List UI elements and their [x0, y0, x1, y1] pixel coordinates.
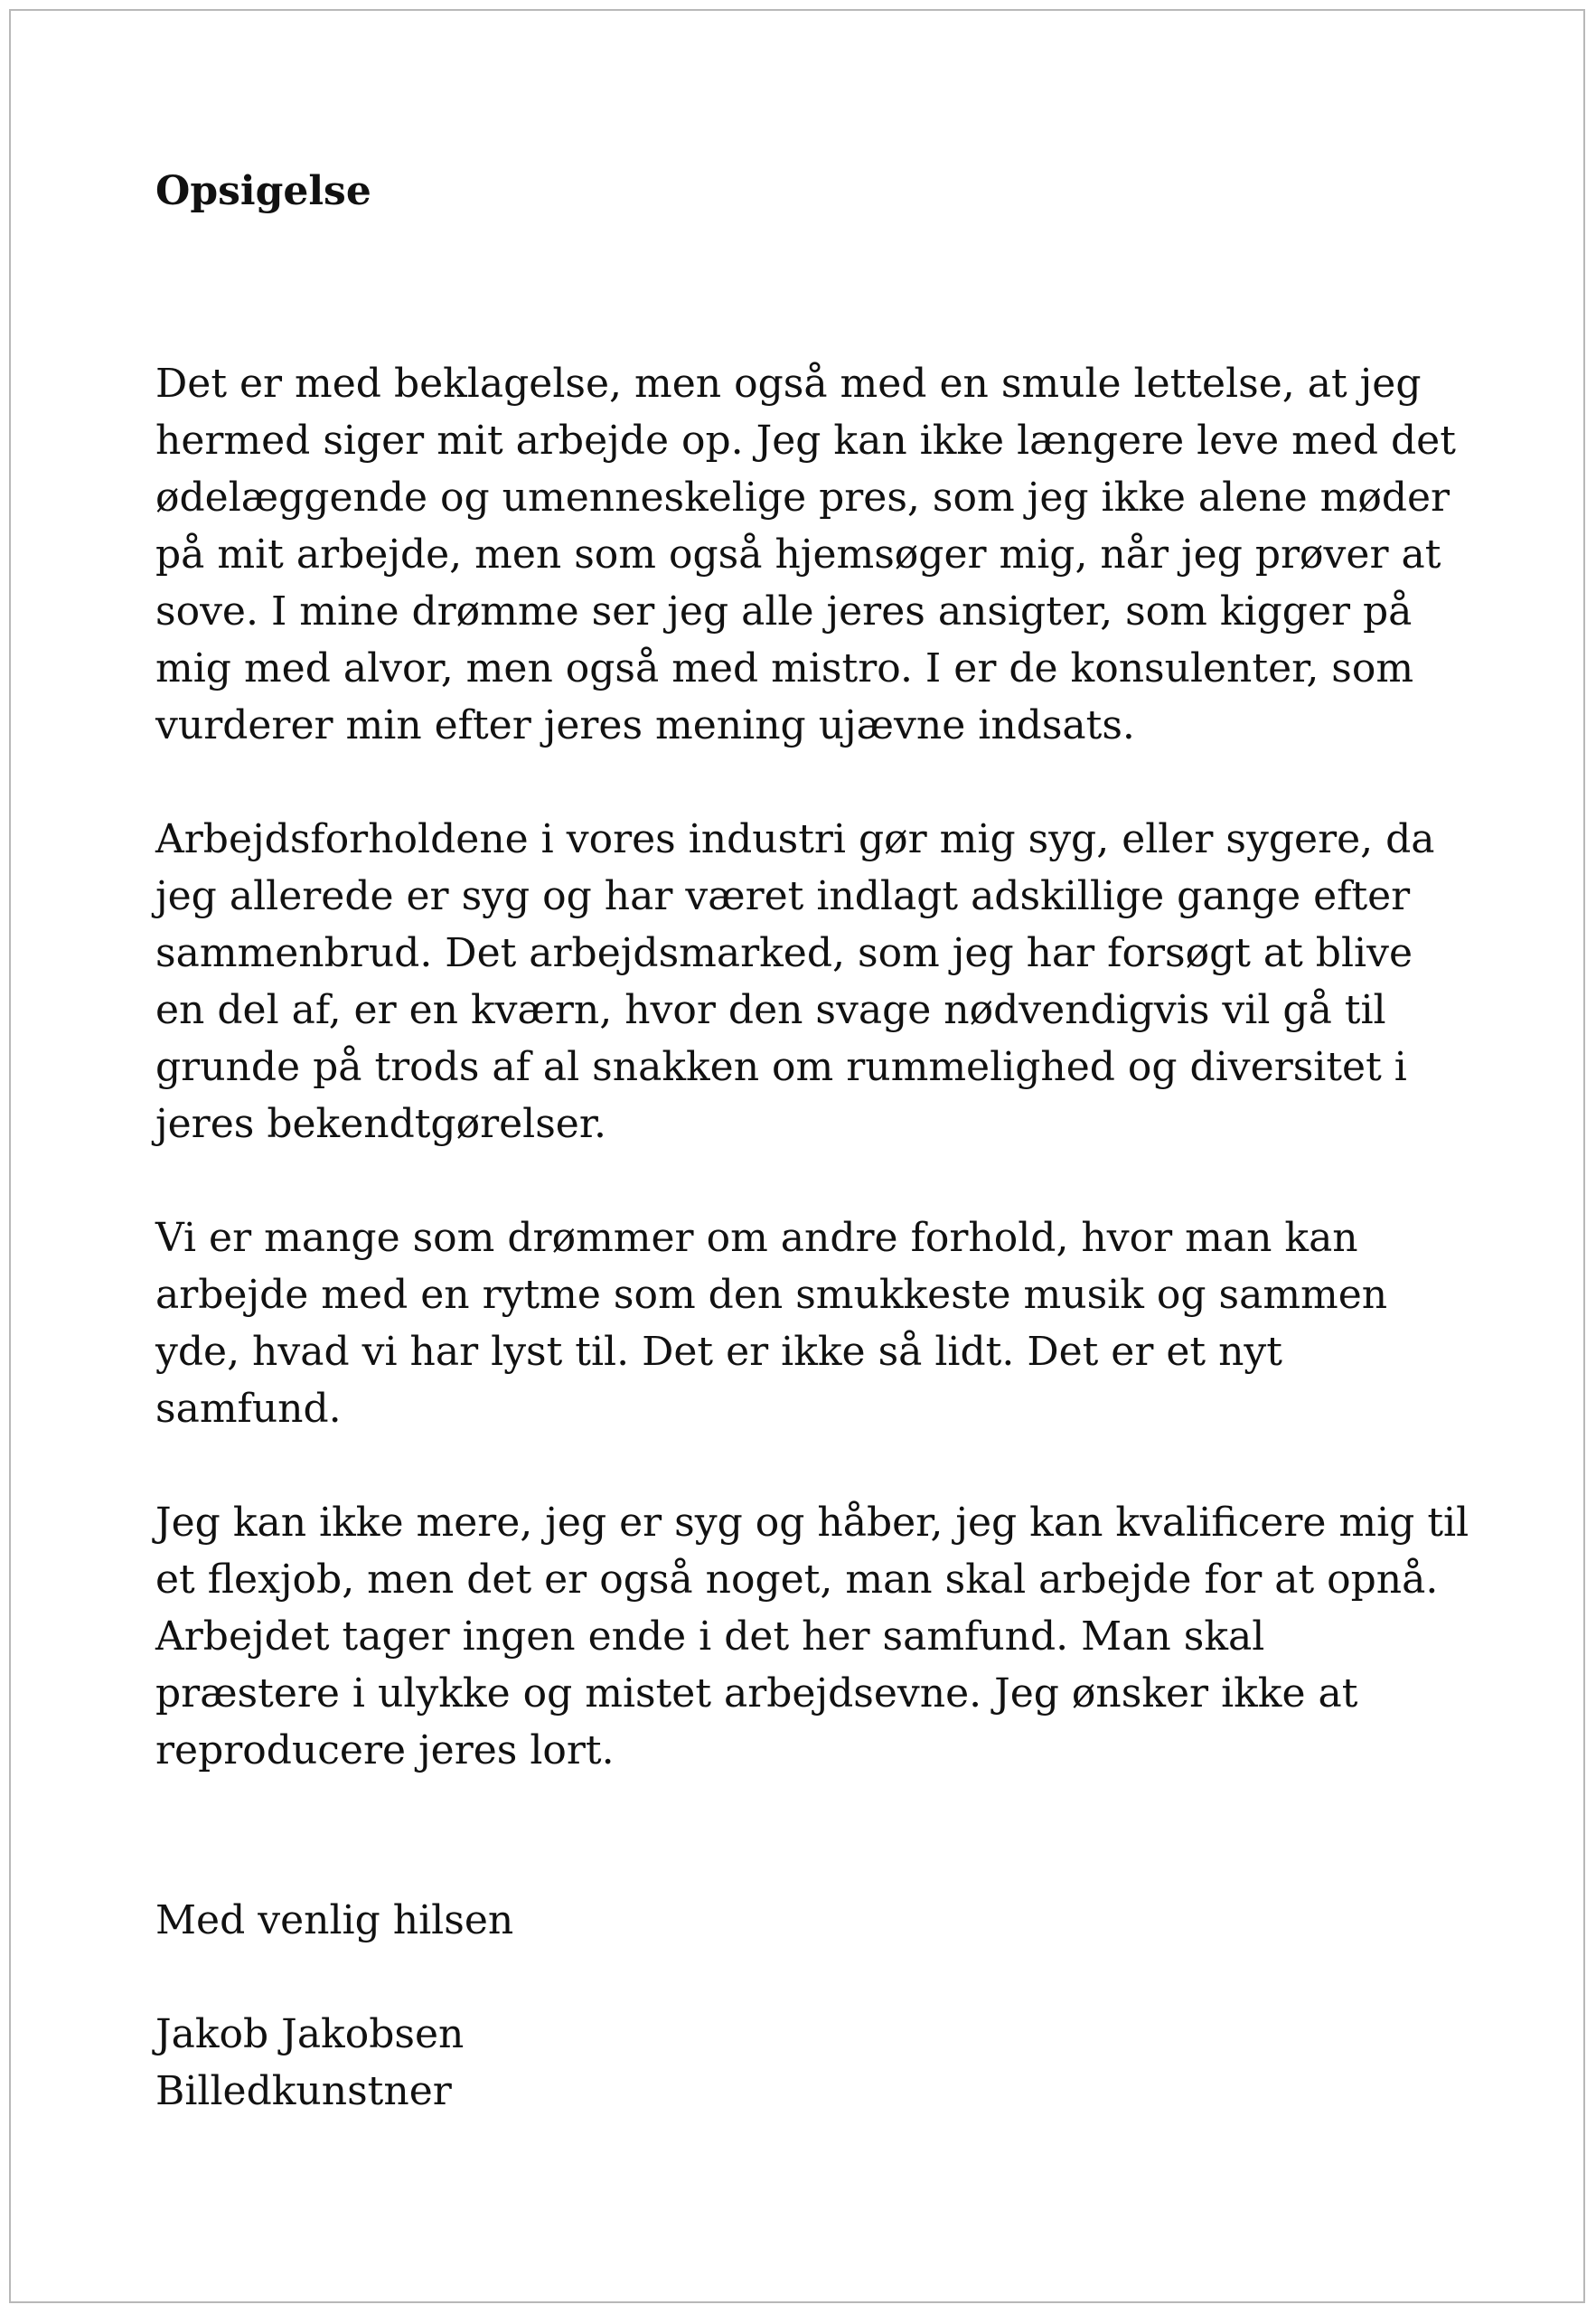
spacer [155, 220, 1484, 355]
text-line: Arbejdet tager ingen ende i det her samfund. Man skal [155, 1613, 1265, 1660]
paragraph-4 [155, 1494, 1484, 1779]
text-line: hermed siger mit arbejde op. Jeg kan ikke længere leve med det [155, 418, 1456, 464]
spacer [155, 1949, 1484, 2006]
text-line: på mit arbejde, men som også hjemsøger mig, når jeg prøver at [155, 531, 1441, 578]
paragraph-3 [155, 1209, 1484, 1437]
text-line: Det er med beklagelse, men også med en smule lettelse, at jeg [155, 361, 1422, 407]
text-line: præstere i ulykke og mistet arbejdsevne. Jeg ønsker ikke at [155, 1670, 1358, 1717]
text-line: sove. I mine drømme ser jeg alle jeres ansigter, som kigger på [155, 588, 1413, 635]
text-line: et flexjob, men det er også noget, man skal arbejde for at opnå. [155, 1557, 1439, 1603]
text-line: sammenbrud. Det arbejdsmarked, som jeg har forsøgt at blive [155, 930, 1413, 976]
text-line: Jeg kan ikke mere, jeg er syg og håber, jeg kan kvalificere mig til [155, 1500, 1469, 1546]
closing [155, 1892, 1484, 1949]
letter-title: Opsigelse [155, 168, 371, 214]
spacer [155, 754, 1484, 811]
text-line: grunde på trods af al snakken om rummelighed og diversitet i [155, 1044, 1407, 1090]
signature-name: Jakob Jakobsen [155, 2011, 465, 2057]
paragraph-2 [155, 811, 1484, 1152]
spacer [155, 1779, 1484, 1892]
text-line: jeres bekendtgørelser. [155, 1101, 607, 1147]
spacer [155, 1437, 1484, 1494]
text-line: mig med alvor, men også med mistro. I er de konsulenter, som [155, 645, 1414, 691]
signature-block [155, 2006, 1484, 2120]
spacer [155, 1152, 1484, 1209]
text-line: arbejde med en rytme som den smukkeste musik og sammen [155, 1272, 1388, 1318]
text-line: Vi er mange som drømmer om andre forhold, hvor man kan [155, 1215, 1358, 1261]
text-line: samfund. [155, 1386, 342, 1432]
text-line: vurderer min efter jeres mening ujævne indsats. [155, 702, 1135, 748]
text-line: en del af, er en kværn, hvor den svage nødvendigvis vil gå til [155, 987, 1386, 1033]
signature-title: Billedkunstner [155, 2068, 452, 2114]
letter-document [155, 163, 1484, 2120]
text-line: Arbejdsforholdene i vores industri gør mig syg, eller sygere, da [155, 816, 1435, 862]
text-line: jeg allerede er syg og har været indlagt adskillige gange efter [155, 873, 1411, 919]
paragraph-1 [155, 355, 1484, 754]
text-line: ødelæggende og umenneskelige pres, som jeg ikke alene møder [155, 475, 1450, 521]
text-line: reproducere jeres lort. [155, 1727, 615, 1773]
closing-text: Med venlig hilsen [155, 1897, 514, 1943]
text-line: yde, hvad vi har lyst til. Det er ikke så lidt. Det er et nyt [155, 1329, 1282, 1375]
